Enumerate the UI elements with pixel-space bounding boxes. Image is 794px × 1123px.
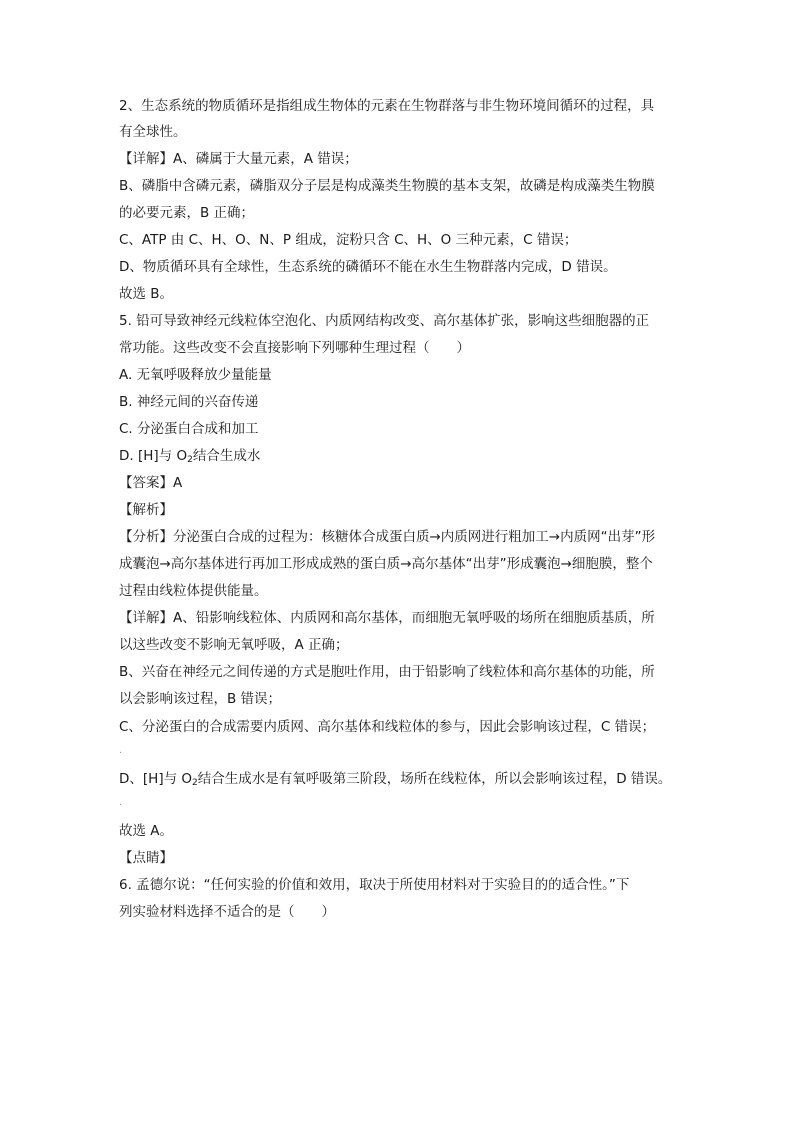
option-a: A. 无氧呼吸释放少量能量 (119, 367, 272, 383)
text-line: 有全球性。 (119, 124, 187, 140)
text-line: C、ATP 由 C、H、O、N、P 组成，淀粉只含 C、H、O 三种元素，C 错误； (119, 232, 578, 248)
text-line: 【详解】A、铅影响线粒体、内质网和高尔基体，而细胞无氧呼吸的场所在细胞质基质，所 (119, 610, 655, 626)
option-d: D. [H]与 $O_2$结合生成水 (119, 448, 261, 465)
question-6-stem: 6. 孟德尔说：“任何实验的价值和效用，取决于所使用材料对于实验目的的适合性。”下 (119, 877, 630, 893)
comment-heading: 【点睛】 (119, 850, 173, 866)
question-5-stem: 常功能。这些改变不会直接影响下列哪种生理过程（ ） (119, 340, 470, 356)
text-line: 2、生态系统的物质循环是指组成生物体的元素在生物群落与非生物环境间循环的过程，具 (119, 98, 655, 114)
text-line: B、磷脂中含磷元素，磷脂双分子层是构成藻类生物膜的基本支架，故磷是构成藻类生物膜 (119, 178, 655, 194)
option-c: C. 分泌蛋白合成和加工 (119, 421, 259, 437)
text-line: 【详解】A、磷属于大量元素，A 错误； (119, 151, 358, 167)
text-line: 以会影响该过程，B 错误； (119, 691, 282, 707)
text-line: 成囊泡→高尔基体进行再加工形成成熟的蛋白质→高尔基体“出芽”形成囊泡→细胞膜，整个 (119, 556, 653, 572)
text-line: C、分泌蛋白的合成需要内质网、高尔基体和线粒体的参与，因此会影响该过程，C 错误； (119, 719, 656, 735)
text-line: D、物质循环具有全球性，生态系统的磷循环不能在水生生物群落内完成，D 错误。 (119, 259, 617, 275)
paragraph-mark: · (119, 748, 123, 759)
text-line: 【分析】分泌蛋白合成的过程为：核糖体合成蛋白质→内质网进行粗加工→内质网“出芽”形 (119, 529, 656, 545)
question-5-stem: 5. 铅可导致神经元线粒体空泡化、内质网结构改变、高尔基体扩张，影响这些细胞器的正 (119, 313, 650, 329)
answer-label: 【答案】A (119, 475, 183, 491)
text-line: B、兴奋在神经元之间传递的方式是胞吐作用，由于铅影响了线粒体和高尔基体的功能，所 (119, 664, 655, 680)
text-line: 的必要元素，B 正确； (119, 205, 255, 221)
question-6-stem: 列实验材料选择不适合的是（ ） (119, 904, 335, 920)
analysis-heading: 【解析】 (119, 502, 173, 518)
option-b: B. 神经元间的兴奋传递 (119, 394, 259, 410)
paragraph-mark: · (119, 800, 123, 811)
text-line: 以这些改变不影响无氧呼吸，A 正确； (119, 637, 349, 653)
text-line: 故选 B。 (119, 286, 174, 302)
text-line: D、[H]与 $O_2$结合生成水是有氧呼吸第三阶段，场所在线粒体，所以会影响该过程，D 错误。 (119, 771, 672, 788)
text-line: 过程由线粒体提供能量。 (119, 583, 268, 599)
text-line: 故选 A。 (119, 823, 174, 839)
